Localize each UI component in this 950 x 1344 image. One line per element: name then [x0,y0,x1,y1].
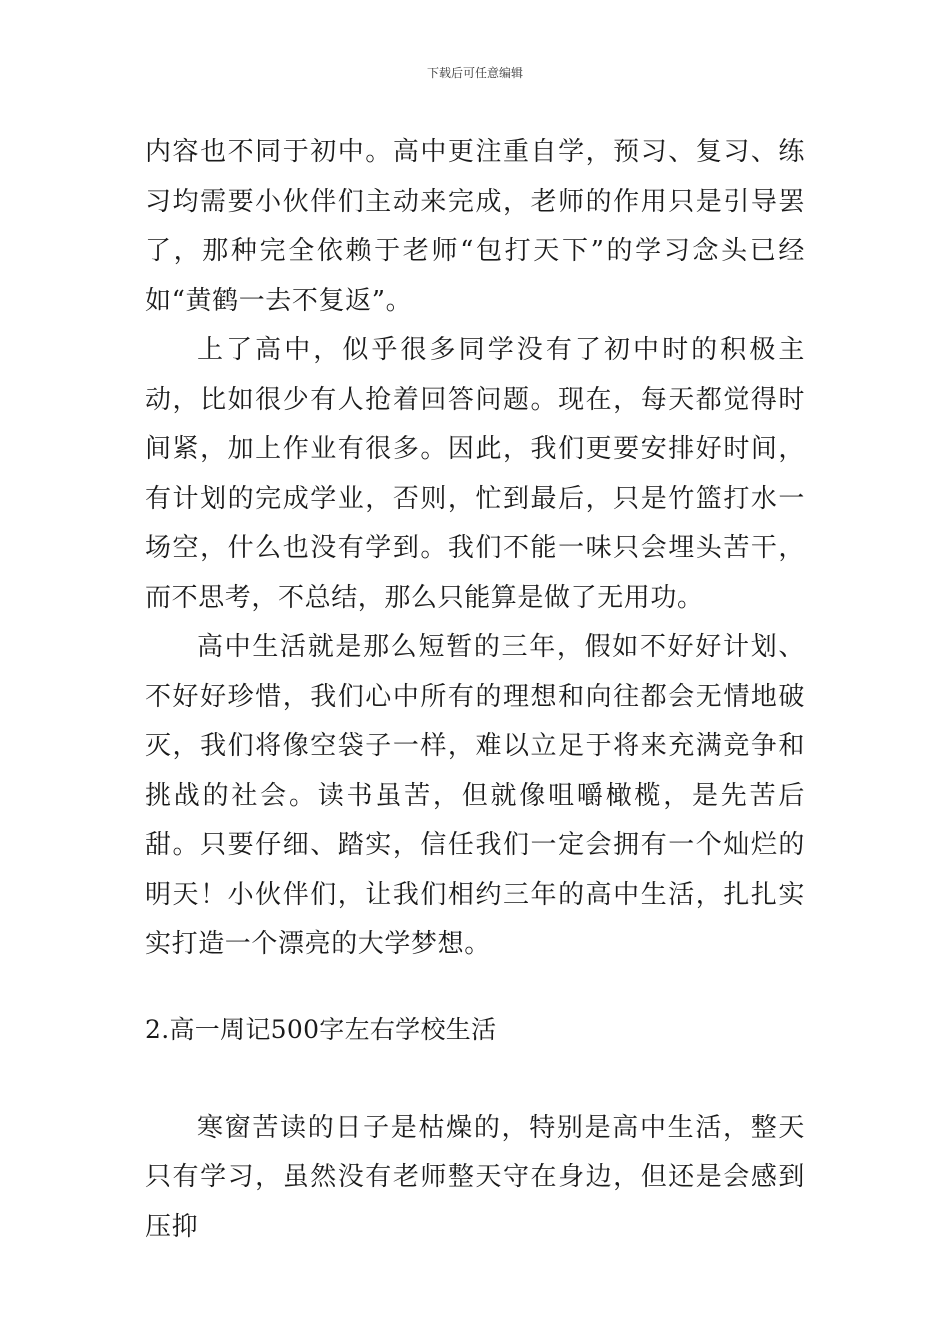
paragraph-3: 高中生活就是那么短暂的三年，假如不好好计划、不好好珍惜，我们心中所有的理想和向往都会无情地破灭，我们将像空袋子一样，难以立足于将来充满竞争和挑战的社会。读书虽苦，但就像咀嚼橄榄，是先苦后甜。只要仔细、踏实，信任我们一定会拥有一个灿烂的明天！小伙伴们，让我们相约三年的高中生活，扎扎实实打造一个漂亮的大学梦想。 [145,632,805,959]
paragraph-4: 寒窗苦读的日子是枯燥的，特别是高中生活，整天只有学习，虽然没有老师整天守在身边，但还是会感到压抑 [145,1112,805,1242]
document-body [145,128,805,1252]
section-heading: 2.高一周记500字左右学校生活 [145,1014,497,1044]
page-header: 下载后可任意编辑 [426,66,523,80]
paragraph-2: 上了高中，似乎很多同学没有了初中时的积极主动，比如很少有人抢着回答问题。现在，每天都觉得时间紧，加上作业有很多。因此，我们更要安排好时间，有计划的完成学业，否则，忙到最后，只是竹篮打水一场空，什么也没有学到。我们不能一味只会埋头苦干，而不思考，不总结，那么只能算是做了无用功。 [145,335,805,613]
paragraph-1: 内容也不同于初中。高中更注重自学，预习、复习、练习均需要小伙伴们主动来完成，老师的作用只是引导罢了，那种完全依赖于老师“包打天下”的学习念头已经如“黄鹤一去不复返”。 [145,137,805,316]
